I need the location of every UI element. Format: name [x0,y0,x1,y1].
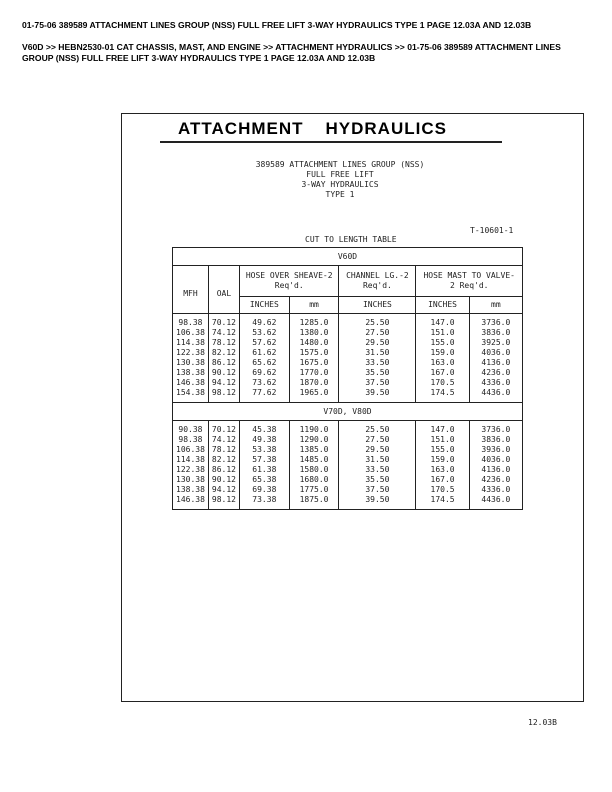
table-cell: 174.5 [416,388,469,403]
table-cell: 130.38 [173,475,209,485]
table-cell: 155.0 [416,445,469,455]
table-cell: 1770.0 [289,368,339,378]
table-cell: 138.38 [173,368,209,378]
table-cell: 78.12 [208,338,239,348]
table-row [173,388,523,403]
table-cell: 3736.0 [469,318,522,328]
table-cell: 90.12 [208,475,239,485]
section-header: V60D [173,248,523,266]
table-cell: 4136.0 [469,358,522,368]
table-row [173,465,523,475]
unit-inches: INCHES [240,297,290,314]
table-cell: 82.12 [208,455,239,465]
table-cell: 69.62 [240,368,290,378]
table-cell: 138.38 [173,485,209,495]
table-cell: 49.62 [240,318,290,328]
table-cell: 39.50 [339,388,416,403]
subtitle-line: 3-WAY HYDRAULICS [301,180,379,189]
table-cell: 78.12 [208,445,239,455]
col-channel: CHANNEL LG.-2 Req'd. [339,266,416,297]
reference-number: T-10601-1 [470,226,514,235]
table-cell: 114.38 [173,338,209,348]
col-hose-over: HOSE OVER SHEAVE-2 Req'd. [240,266,339,297]
table-cell: 114.38 [173,455,209,465]
table-cell: 27.50 [339,328,416,338]
table-cell: 170.5 [416,378,469,388]
table-row [173,425,523,435]
table-cell: 1965.0 [289,388,339,403]
section-header: V70D, V80D [173,403,523,421]
document-title [178,119,469,139]
table-cell: 70.12 [208,425,239,435]
table-title: CUT TO LENGTH TABLE [305,235,397,244]
subtitle-line: FULL FREE LIFT [306,170,374,179]
col-mfh: MFH [173,266,209,314]
table-cell: 159.0 [416,455,469,465]
table-cell: 154.38 [173,388,209,403]
table-cell: 77.62 [240,388,290,403]
table-row [173,328,523,338]
col-hose-mast: HOSE MAST TO VALVE- 2 Req'd. [416,266,523,297]
unit-inches: INCHES [416,297,469,314]
table-cell: 69.38 [240,485,290,495]
table-cell: 1775.0 [289,485,339,495]
table-cell: 98.38 [173,435,209,445]
table-cell: 155.0 [416,338,469,348]
subtitle-line: 389589 ATTACHMENT LINES GROUP (NSS) [255,160,425,169]
table-cell: 4336.0 [469,378,522,388]
table-cell: 29.50 [339,445,416,455]
table-cell: 49.38 [240,435,290,445]
table-row [173,435,523,445]
table-cell: 151.0 [416,435,469,445]
table-cell: 1485.0 [289,455,339,465]
table-cell: 94.12 [208,485,239,495]
title-left: ATTACHMENT [178,119,304,138]
table-cell: 35.50 [339,368,416,378]
table-cell: 106.38 [173,328,209,338]
table-cell: 33.50 [339,465,416,475]
table-cell: 1285.0 [289,318,339,328]
table-cell: 35.50 [339,475,416,485]
table-cell: 159.0 [416,348,469,358]
table-cell: 53.62 [240,328,290,338]
table-cell: 146.38 [173,495,209,510]
table-cell: 90.38 [173,425,209,435]
table-cell: 4236.0 [469,368,522,378]
table-cell: 65.62 [240,358,290,368]
unit-mm: mm [289,297,339,314]
table-cell: 1290.0 [289,435,339,445]
table-cell: 3925.0 [469,338,522,348]
table-cell: 94.12 [208,378,239,388]
table-cell: 3936.0 [469,445,522,455]
table-row [173,378,523,388]
table-cell: 151.0 [416,328,469,338]
table-cell: 90.12 [208,368,239,378]
table-cell: 4136.0 [469,465,522,475]
table-cell: 146.38 [173,378,209,388]
table-row [173,348,523,358]
page-header-title: 01-75-06 389589 ATTACHMENT LINES GROUP (NSS) FULL FREE LIFT 3-WAY HYDRAULICS TYPE 1 PAGE 12.03A AND 12.03B [22,20,532,30]
table-cell: 29.50 [339,338,416,348]
table-cell: 39.50 [339,495,416,510]
table-cell: 122.38 [173,348,209,358]
table-cell: 61.62 [240,348,290,358]
table-cell: 4436.0 [469,388,522,403]
table-cell: 1875.0 [289,495,339,510]
table-cell: 61.38 [240,465,290,475]
table-row [173,485,523,495]
table-cell: 98.12 [208,388,239,403]
table-cell: 98.12 [208,495,239,510]
table-cell: 167.0 [416,368,469,378]
table-cell: 1575.0 [289,348,339,358]
table-cell: 147.0 [416,425,469,435]
col-oal: OAL [208,266,239,314]
title-rule [160,141,502,143]
subtitle-line: TYPE 1 [325,190,355,199]
table-cell: 86.12 [208,358,239,368]
table-cell: 4036.0 [469,455,522,465]
table-row [173,318,523,328]
table-cell: 4236.0 [469,475,522,485]
unit-inches: INCHES [339,297,416,314]
table-row [173,495,523,510]
table-cell: 130.38 [173,358,209,368]
table-cell: 70.12 [208,318,239,328]
table-cell: 3736.0 [469,425,522,435]
table-cell: 31.50 [339,455,416,465]
table-row [173,338,523,348]
table-cell: 45.38 [240,425,290,435]
table-cell: 1680.0 [289,475,339,485]
table-cell: 4336.0 [469,485,522,495]
table-cell: 31.50 [339,348,416,358]
table-cell: 27.50 [339,435,416,445]
table-cell: 122.38 [173,465,209,475]
table-row [173,368,523,378]
table-cell: 73.62 [240,378,290,388]
table-cell: 57.62 [240,338,290,348]
table-cell: 65.38 [240,475,290,485]
table-row [173,455,523,465]
table-cell: 98.38 [173,318,209,328]
page-number: 12.03B [528,718,557,727]
table-cell: 73.38 [240,495,290,510]
table-cell: 174.5 [416,495,469,510]
table-cell: 167.0 [416,475,469,485]
table-cell: 25.50 [339,318,416,328]
cut-to-length-table [172,247,523,510]
breadcrumb: V60D >> HEBN2530-01 CAT CHASSIS, MAST, AND ENGINE >> ATTACHMENT HYDRAULICS >> 01-75-06 389589 ATTACHMENT LINES GROUP (NSS) FULL FREE LIFT 3-WAY HYDRAULICS TYPE 1 PAGE 12.03A AND 12.03B [22,42,561,63]
table-cell: 53.38 [240,445,290,455]
table-cell: 106.38 [173,445,209,455]
table-row [173,358,523,368]
table-cell: 4036.0 [469,348,522,358]
title-right: HYDRAULICS [325,119,447,138]
table-cell: 1190.0 [289,425,339,435]
table-cell: 1580.0 [289,465,339,475]
table-cell: 3836.0 [469,435,522,445]
unit-mm: mm [469,297,522,314]
table-cell: 74.12 [208,328,239,338]
table-cell: 170.5 [416,485,469,495]
table-row [173,475,523,485]
table-cell: 1385.0 [289,445,339,455]
table-cell: 1870.0 [289,378,339,388]
table-row [173,445,523,455]
table-cell: 163.0 [416,465,469,475]
table-cell: 25.50 [339,425,416,435]
table-cell: 86.12 [208,465,239,475]
table-cell: 163.0 [416,358,469,368]
table-cell: 1480.0 [289,338,339,348]
table-cell: 37.50 [339,485,416,495]
table-cell: 74.12 [208,435,239,445]
table-cell: 82.12 [208,348,239,358]
table-cell: 37.50 [339,378,416,388]
table-cell: 33.50 [339,358,416,368]
table-cell: 3836.0 [469,328,522,338]
table-cell: 1675.0 [289,358,339,368]
table-cell: 1380.0 [289,328,339,338]
table-cell: 57.38 [240,455,290,465]
table-cell: 4436.0 [469,495,522,510]
table-cell: 147.0 [416,318,469,328]
subtitle [230,160,450,200]
